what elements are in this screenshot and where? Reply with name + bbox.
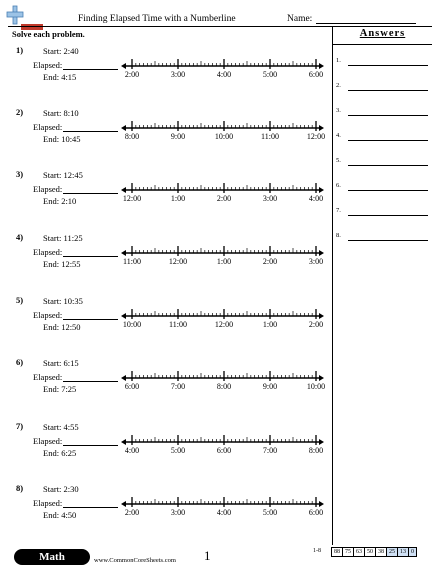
start-time: Start: 10:35 <box>43 296 83 306</box>
score-cell: 88 <box>331 547 342 557</box>
numberline <box>120 359 325 393</box>
tick-label: 2:00 <box>216 194 232 203</box>
tick-label: 10:00 <box>122 320 142 329</box>
tick-label: 5:00 <box>262 508 278 517</box>
tick-label: 3:00 <box>262 194 278 203</box>
elapsed-label: Elapsed: <box>33 498 63 508</box>
tick-label: 4:00 <box>308 194 324 203</box>
end-time: End: 2:10 <box>43 196 77 206</box>
arrow-right-icon <box>319 501 324 507</box>
answer-slot <box>336 157 428 171</box>
answer-line[interactable] <box>348 90 428 91</box>
answer-slot <box>336 107 428 121</box>
elapsed-answer-line[interactable] <box>63 507 118 508</box>
arrow-left-icon <box>121 501 126 507</box>
tick-label: 11:00 <box>123 257 141 266</box>
tick-label: 3:00 <box>170 508 186 517</box>
tick-label: 11:00 <box>261 132 279 141</box>
numberline <box>120 423 325 457</box>
score-cell: 38 <box>375 547 386 557</box>
problem <box>0 169 332 231</box>
problem <box>0 483 332 545</box>
numberline <box>120 234 325 268</box>
tick-label: 12:00 <box>306 132 325 141</box>
elapsed-answer-line[interactable] <box>63 193 118 194</box>
start-time: Start: 4:55 <box>43 422 79 432</box>
elapsed-label: Elapsed: <box>33 310 63 320</box>
answer-line[interactable] <box>348 215 428 216</box>
problem <box>0 232 332 294</box>
site-logo-icon <box>6 5 48 31</box>
tick-label: 10:00 <box>306 382 325 391</box>
tick-label: 6:00 <box>308 508 324 517</box>
elapsed-label: Elapsed: <box>33 122 63 132</box>
score-cell: 75 <box>342 547 353 557</box>
problem-number: 6) <box>16 357 24 367</box>
elapsed-answer-line[interactable] <box>63 69 118 70</box>
tick-label: 7:00 <box>170 382 186 391</box>
answer-line[interactable] <box>348 140 428 141</box>
tick-label: 3:00 <box>170 70 186 79</box>
start-time: Start: 6:15 <box>43 358 79 368</box>
problem-number: 4) <box>16 232 24 242</box>
tick-label: 6:00 <box>216 446 232 455</box>
answer-number: 6. <box>336 182 341 189</box>
end-time: End: 4:15 <box>43 72 77 82</box>
answer-line[interactable] <box>348 115 428 116</box>
tick-label: 2:00 <box>124 508 140 517</box>
problem <box>0 45 332 107</box>
tick-label: 10:00 <box>214 132 234 141</box>
tick-label: 5:00 <box>170 446 186 455</box>
end-time: End: 10:45 <box>43 134 81 144</box>
end-time: End: 4:50 <box>43 510 77 520</box>
arrow-left-icon <box>121 439 126 445</box>
numberline <box>120 109 325 143</box>
answer-number: 8. <box>336 232 341 239</box>
start-time: Start: 8:10 <box>43 108 79 118</box>
arrow-right-icon <box>319 187 324 193</box>
problem <box>0 357 332 419</box>
problem <box>0 107 332 169</box>
answer-number: 5. <box>336 157 341 164</box>
answer-number: 4. <box>336 132 341 139</box>
start-time: Start: 12:45 <box>43 170 83 180</box>
arrow-right-icon <box>319 439 324 445</box>
problem-number: 2) <box>16 107 24 117</box>
score-table <box>331 547 417 557</box>
arrow-left-icon <box>121 375 126 381</box>
numberline <box>120 171 325 205</box>
end-time: End: 12:55 <box>43 259 81 269</box>
arrow-left-icon <box>121 125 126 131</box>
problem-number: 3) <box>16 169 24 179</box>
tick-label: 1:00 <box>170 194 186 203</box>
elapsed-label: Elapsed: <box>33 60 63 70</box>
end-time: End: 7:25 <box>43 384 77 394</box>
answer-number: 7. <box>336 207 341 214</box>
elapsed-answer-line[interactable] <box>63 131 118 132</box>
answer-number: 1. <box>336 57 341 64</box>
tick-label: 8:00 <box>124 132 140 141</box>
elapsed-label: Elapsed: <box>33 184 63 194</box>
elapsed-answer-line[interactable] <box>63 256 118 257</box>
tick-label: 12:00 <box>122 194 142 203</box>
tick-label: 9:00 <box>170 132 186 141</box>
elapsed-label: Elapsed: <box>33 247 63 257</box>
arrow-right-icon <box>319 313 324 319</box>
answer-line[interactable] <box>348 190 428 191</box>
score-cell: 50 <box>364 547 375 557</box>
answer-number: 3. <box>336 107 341 114</box>
header-divider <box>8 26 432 27</box>
tick-label: 3:00 <box>308 257 324 266</box>
page-title: Finding Elapsed Time with a Numberline <box>78 14 236 24</box>
answer-slot <box>336 82 428 96</box>
tick-label: 5:00 <box>262 70 278 79</box>
instructions: Solve each problem. <box>12 29 85 39</box>
tick-label: 2:00 <box>308 320 324 329</box>
answer-line[interactable] <box>348 65 428 66</box>
tick-label: 11:00 <box>169 320 187 329</box>
problem-number: 7) <box>16 421 24 431</box>
arrow-left-icon <box>121 187 126 193</box>
answers-heading: Answers <box>359 28 406 39</box>
answer-slot <box>336 57 428 71</box>
tick-label: 6:00 <box>124 382 140 391</box>
problem-number: 8) <box>16 483 24 493</box>
end-time: End: 6:25 <box>43 448 77 458</box>
score-cell: 63 <box>353 547 364 557</box>
problem <box>0 421 332 483</box>
arrow-right-icon <box>319 125 324 131</box>
tick-label: 9:00 <box>262 382 278 391</box>
elapsed-label: Elapsed: <box>33 436 63 446</box>
numberline <box>120 485 325 519</box>
start-time: Start: 2:40 <box>43 46 79 56</box>
tick-label: 4:00 <box>124 446 140 455</box>
tick-label: 2:00 <box>124 70 140 79</box>
elapsed-label: Elapsed: <box>33 372 63 382</box>
elapsed-answer-line[interactable] <box>63 445 118 446</box>
end-time: End: 12:50 <box>43 322 81 332</box>
answer-slot <box>336 207 428 221</box>
elapsed-answer-line[interactable] <box>63 381 118 382</box>
score-cell: 13 <box>397 547 408 557</box>
answer-slot <box>336 232 428 246</box>
answers-divider <box>333 44 432 45</box>
answer-slot <box>336 132 428 146</box>
problem-range: 1-8 <box>313 548 321 554</box>
name-line[interactable] <box>316 23 416 24</box>
answer-line[interactable] <box>348 165 428 166</box>
tick-label: 4:00 <box>216 70 232 79</box>
arrow-right-icon <box>319 63 324 69</box>
arrow-left-icon <box>121 313 126 319</box>
site-url: www.CommonCoreSheets.com <box>94 557 176 564</box>
arrow-right-icon <box>319 375 324 381</box>
answer-line[interactable] <box>348 240 428 241</box>
elapsed-answer-line[interactable] <box>63 319 118 320</box>
tick-label: 1:00 <box>262 320 278 329</box>
footer <box>0 545 442 567</box>
tick-label: 2:00 <box>262 257 278 266</box>
tick-label: 8:00 <box>308 446 324 455</box>
problem <box>0 295 332 357</box>
math-badge: Math <box>14 549 90 565</box>
name-label: Name: <box>287 14 313 24</box>
tick-label: 6:00 <box>308 70 324 79</box>
numberline <box>120 47 325 81</box>
column-divider <box>332 26 333 545</box>
tick-label: 4:00 <box>216 508 232 517</box>
problem-number: 5) <box>16 295 24 305</box>
arrow-right-icon <box>319 250 324 256</box>
tick-label: 7:00 <box>262 446 278 455</box>
arrow-left-icon <box>121 63 126 69</box>
problem-number: 1) <box>16 45 24 55</box>
tick-label: 1:00 <box>216 257 232 266</box>
score-cell: 25 <box>386 547 397 557</box>
tick-label: 12:00 <box>168 257 188 266</box>
start-time: Start: 11:25 <box>43 233 83 243</box>
page-number: 1 <box>204 548 211 563</box>
arrow-left-icon <box>121 250 126 256</box>
score-cell: 0 <box>408 547 417 557</box>
tick-label: 8:00 <box>216 382 232 391</box>
start-time: Start: 2:30 <box>43 484 79 494</box>
tick-label: 12:00 <box>214 320 234 329</box>
answer-number: 2. <box>336 82 341 89</box>
numberline <box>120 297 325 331</box>
answer-slot <box>336 182 428 196</box>
